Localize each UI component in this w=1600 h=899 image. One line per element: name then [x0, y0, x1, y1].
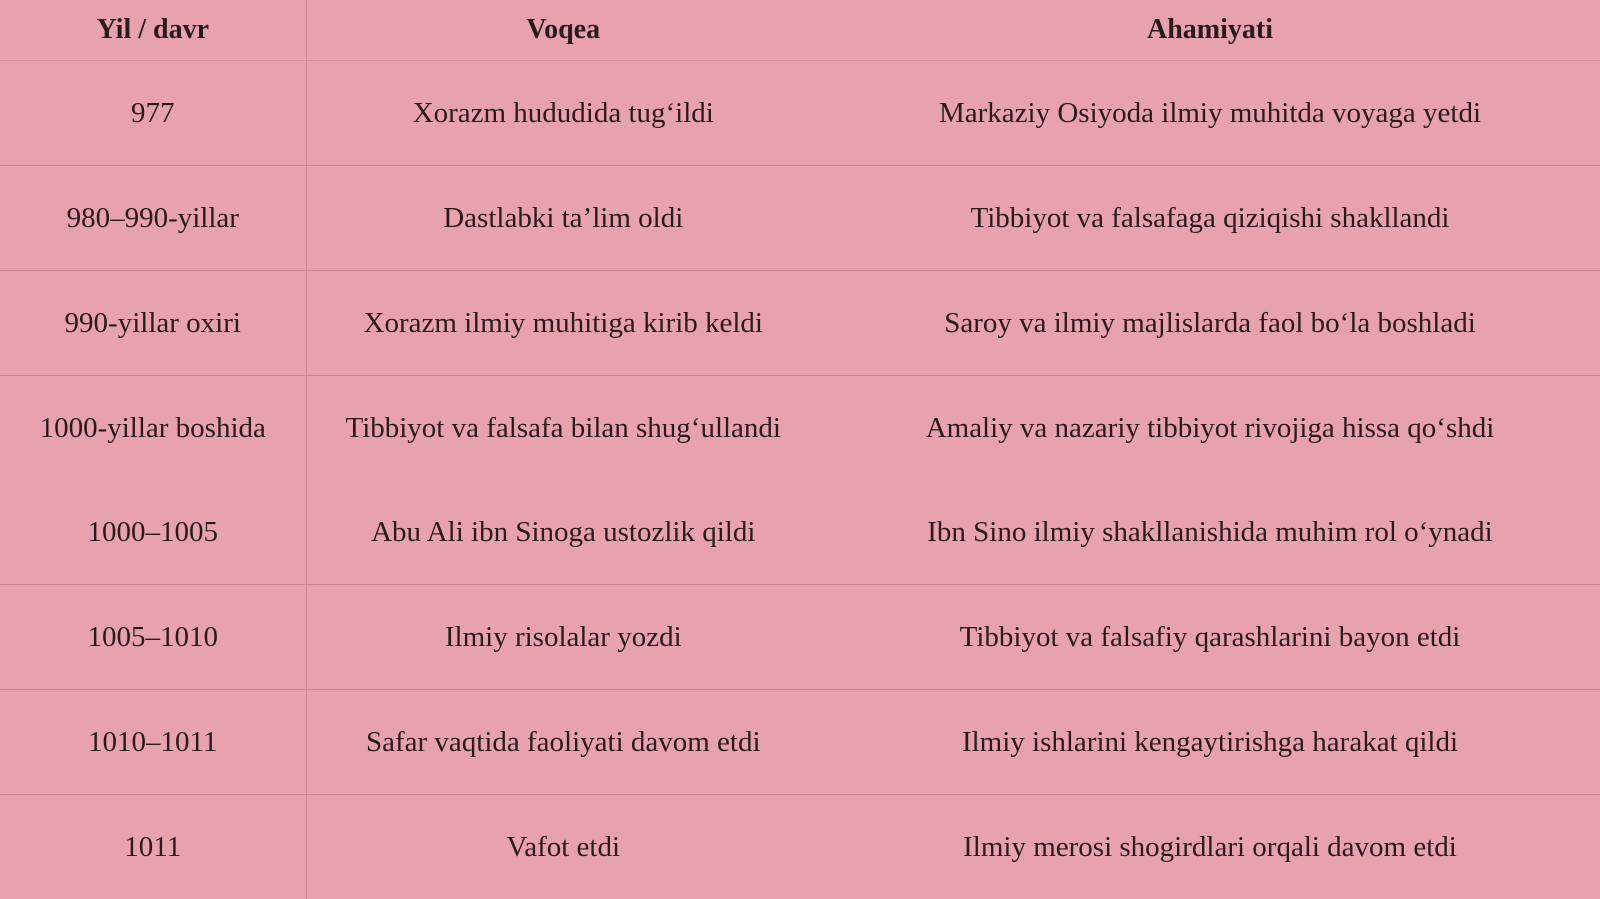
cell-significance: Saroy va ilmiy majlislarda faol bo‘la boshladi [820, 271, 1600, 376]
cell-event: Safar vaqtida faoliyati davom etdi [306, 690, 820, 795]
cell-significance: Ilmiy merosi shogirdlari orqali davom etdi [820, 795, 1600, 899]
table-row [0, 61, 1600, 166]
cell-year: 977 [0, 61, 306, 166]
table-row [0, 271, 1600, 376]
cell-significance: Ibn Sino ilmiy shakllanishida muhim rol o‘ynadi [927, 515, 1493, 548]
cell-year: 980–990-yillar [0, 166, 306, 271]
table-row [0, 480, 1600, 585]
column-header-significance: Ahamiyati [820, 0, 1600, 61]
cell-significance: Markaziy Osiyoda ilmiy muhitda voyaga yetdi [938, 96, 1482, 129]
cell-year: 1000-yillar boshida [0, 376, 306, 481]
cell-event: Ilmiy risolalar yozdi [306, 585, 820, 690]
table-header-row [0, 0, 1600, 61]
cell-event: Xorazm ilmiy muhitiga kirib keldi [306, 271, 820, 376]
cell-year: 1010–1011 [0, 690, 306, 795]
cell-year: 1005–1010 [0, 585, 306, 690]
cell-significance: Tibbiyot va falsafaga qiziqishi shakllandi [820, 166, 1600, 271]
table-row [0, 166, 1600, 271]
table-row [0, 795, 1600, 899]
cell-year: 1011 [0, 795, 306, 899]
cell-event: Xorazm hududida tug‘ildi [412, 96, 714, 129]
cell-event: Vafot etdi [306, 795, 820, 899]
column-header-year: Yil / davr [0, 0, 306, 61]
cell-event: Abu Ali ibn Sinoga ustozlik qildi [371, 515, 756, 548]
cell-significance: Ilmiy ishlarini kengaytirishga harakat qildi [820, 690, 1600, 795]
table-row [0, 585, 1600, 690]
cell-event: Dastlabki ta’lim oldi [306, 166, 820, 271]
column-header-event: Voqea [306, 0, 820, 61]
table-row [0, 690, 1600, 795]
cell-significance: Amaliy va nazariy tibbiyot rivojiga hissa qo‘shdi [820, 376, 1600, 481]
cell-year: 1000–1005 [0, 480, 306, 585]
cell-significance: Tibbiyot va falsafiy qarashlarini bayon etdi [820, 585, 1600, 690]
table-row [0, 376, 1600, 481]
cell-year: 990-yillar oxiri [0, 271, 306, 376]
cell-event: Tibbiyot va falsafa bilan shug‘ullandi [306, 376, 820, 481]
